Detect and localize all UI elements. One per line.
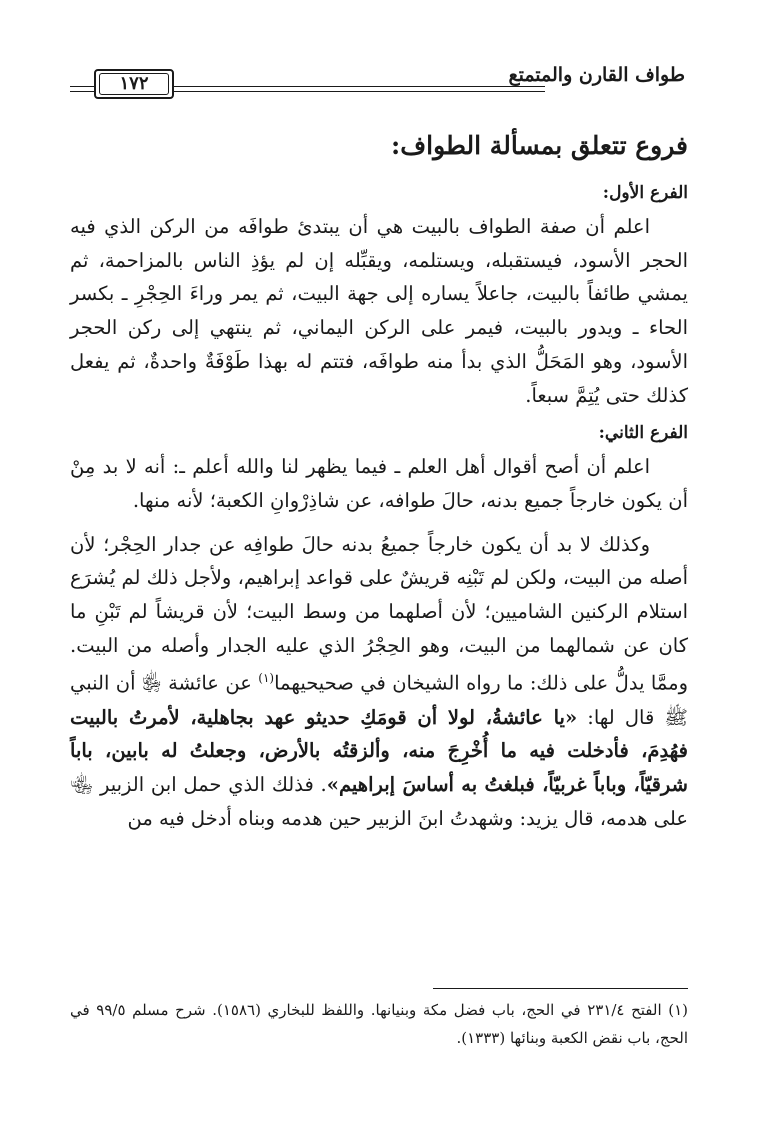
second-branch-heading: الفرع الثاني:	[598, 423, 688, 444]
footnote-separator	[433, 988, 688, 989]
section-heading: فروع تتعلق بمسألة الطواف:	[391, 131, 688, 160]
running-title: طواف القارن والمتمتع	[508, 64, 685, 86]
continuation-text: وكذلك لا بد أن يكون خارجاً جميعُ بدنه حالَ طوافِه عن جدار الحِجْر؛ لأن أصله من البيت، ولكن لم تَبْنِه قريشٌ على قواعد إبراهيم، ولأجل ذلك لم يُشرَع استلام الركنين الشاميين؛ لأن أصلهما من وسط البيت؛ لأن قريشاً لم تَبْنِ ما كان عن شمالهما من البيت، وهو الحِجْرُ الذي عليه الجدار وأصله من البيت. وممَّا يدلُّ على ذلك: ما رواه الشيخان في صحيحيهما	[70, 532, 688, 695]
page-number-frame	[94, 69, 174, 99]
first-branch-heading: الفرع الأول:	[602, 183, 688, 203]
continuation-text-end: . فذلك الذي حمل ابن الزبير ﵄ على هدمه، قال يزيد: وشهدتُ ابنَ الزبير حين هدمه وبناه أدخل فيه من	[70, 773, 688, 830]
hadith-quote: «يا عائشةُ، لولا أن قومَكِ حديثو عهد بجاهلية، لأمرتُ بالبيت فهُدِمَ، فأدخلت فيه ما أُخْرِجَ منه، وألزقتُه بالأرض، وجعلتُ له بابين، باباً شرقيّاً، وباباً غربيّاً، فبلغتُ به أساسَ إبراهيم»	[70, 705, 688, 797]
footnote-1: (١) الفتح ٢٣١/٤ في الحج، باب فضل مكة وبنيانها. واللفظ للبخاري (١٥٨٦). شرح مسلم ٩٩/٥ في الحج، باب نقض الكعبة وبنائها (١٣٣٣).	[70, 1001, 688, 1047]
footnote-reference: (١)	[258, 671, 275, 686]
continuation-text-mid: عن عائشة ﵂ أن النبي ﷺ قال لها:	[70, 671, 688, 729]
page-number: ١٧٢	[99, 73, 169, 95]
first-branch-text: اعلم أن صفة الطواف بالبيت هي أن يبتدئ طوافَه من الركن الذي فيه الحجر الأسود، فيستقبله، ويستلمه، ويقبِّله إن لم يؤذِ الناس بالمزاحمة، ثم يمشي طائفاً بالبيت، جاعلاً يساره إلى جهة البيت، ثم يمر وراءَ الحِجْرِ ـ بكسر الحاء ـ ويدور بالبيت، فيمر على الركن اليماني، ثم ينتهي إلى ركن الحجر الأسود، وهو المَحَلُّ الذي بدأ منه طوافَه، فتتم له بهذا طَوْفَةٌ واحدةٌ، ثم يفعل كذلك حتى يُتِمَّ سبعاً.	[70, 215, 688, 407]
page-header	[70, 62, 685, 102]
second-branch-continuation	[70, 528, 688, 836]
page-body	[70, 126, 688, 835]
footnotes	[70, 996, 688, 1052]
second-branch-text: اعلم أن أصح أقوال أهل العلم ـ فيما يظهر لنا والله أعلم ـ: أنه لا بد مِنْ أن يكون خارجاً جميع بدنه، حالَ طوافه، عن شاذِرْوانِ الكعبة؛ لأنه منها.	[70, 455, 688, 512]
